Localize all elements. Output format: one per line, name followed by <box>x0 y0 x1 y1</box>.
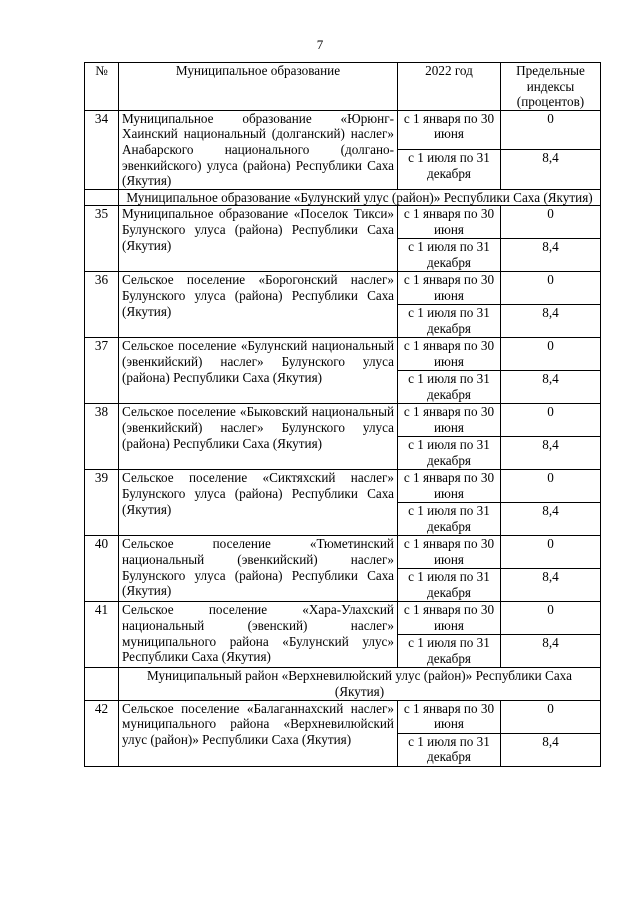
table-row <box>85 338 601 371</box>
row-number: 36 <box>85 272 119 338</box>
index-first-half: 0 <box>501 338 601 371</box>
table-row <box>85 404 601 437</box>
row-number: 39 <box>85 470 119 536</box>
index-first-half: 0 <box>501 272 601 305</box>
period-first-half: с 1 января по 30 июня <box>398 470 501 503</box>
period-second-half: с 1 июля по 31 декабря <box>398 635 501 668</box>
period-second-half: с 1 июля по 31 декабря <box>398 305 501 338</box>
index-first-half: 0 <box>501 602 601 635</box>
municipality-name: Сельское поселение «Сиктяхский наслег» Булунского улуса (района) Республики Саха (Якутия) <box>119 470 398 536</box>
table-row <box>85 110 601 149</box>
index-first-half: 0 <box>501 470 601 503</box>
section-row <box>85 668 601 700</box>
municipality-name: Муниципальное образование «Поселок Тикси» Булунского улуса (района) Республики Саха (Якутия) <box>119 206 398 272</box>
row-number: 35 <box>85 206 119 272</box>
period-second-half: с 1 июля по 31 декабря <box>398 437 501 470</box>
header-municipality: Муниципальное образование <box>119 63 398 111</box>
period-second-half: с 1 июля по 31 декабря <box>398 150 501 189</box>
period-first-half: с 1 января по 30 июня <box>398 404 501 437</box>
period-second-half: с 1 июля по 31 декабря <box>398 733 501 766</box>
index-table <box>84 62 601 767</box>
page-number: 7 <box>316 37 324 52</box>
table-row <box>85 536 601 569</box>
municipality-name: Сельское поселение «Тюметинский национальный (эвенкийский) наслег» Булунского улуса (района) Республики Саха (Якутия) <box>119 536 398 602</box>
period-second-half: с 1 июля по 31 декабря <box>398 503 501 536</box>
table-body <box>85 110 601 766</box>
index-first-half: 0 <box>501 110 601 149</box>
row-number: 40 <box>85 536 119 602</box>
municipality-name: Сельское поселение «Борогонский наслег» Булунского улуса (района) Республики Саха (Якутия) <box>119 272 398 338</box>
row-number: 34 <box>85 110 119 189</box>
index-second-half: 8,4 <box>501 150 601 189</box>
section-title: Муниципальный район «Верхневилюйский улус (район)» Республики Саха (Якутия) <box>119 668 601 700</box>
index-second-half: 8,4 <box>501 503 601 536</box>
header-number: № <box>85 63 119 111</box>
section-number-cell <box>85 668 119 700</box>
row-number: 38 <box>85 404 119 470</box>
section-number-cell <box>85 189 119 206</box>
table-row <box>85 470 601 503</box>
table-row <box>85 206 601 239</box>
municipality-name: Сельское поселение «Булунский национальный (эвенкийский) наслег» Булунского улуса (района) Республики Саха (Якутия) <box>119 338 398 404</box>
header-year: 2022 год <box>398 63 501 111</box>
index-second-half: 8,4 <box>501 569 601 602</box>
table-row <box>85 602 601 635</box>
table-row <box>85 272 601 305</box>
row-number: 37 <box>85 338 119 404</box>
row-number: 42 <box>85 700 119 766</box>
index-second-half: 8,4 <box>501 635 601 668</box>
municipality-name: Муниципальное образование «Юрюнг-Хаинский национальный (долганский) наслег» Анабарского национального (долгано-эвенкийского) улуса (района) Республики Саха (Якутия) <box>119 110 398 189</box>
period-second-half: с 1 июля по 31 декабря <box>398 239 501 272</box>
period-first-half: с 1 января по 30 июня <box>398 536 501 569</box>
municipality-name: Сельское поселение «Быковский национальный (эвенкийский) наслег» Булунского улуса (района) Республики Саха (Якутия) <box>119 404 398 470</box>
table-header-row <box>85 63 601 111</box>
index-second-half: 8,4 <box>501 371 601 404</box>
municipality-name: Сельское поселение «Балаганнахский наслег» муниципального района «Верхневилюйский улус (район)» Республики Саха (Якутия) <box>119 700 398 766</box>
section-title: Муниципальное образование «Булунский улус (район)» Республики Саха (Якутия) <box>119 189 601 206</box>
header-index: Предельные индексы (процентов) <box>501 63 601 111</box>
row-number: 41 <box>85 602 119 668</box>
period-second-half: с 1 июля по 31 декабря <box>398 371 501 404</box>
municipality-name: Сельское поселение «Хара-Улахский национальный (эвенский) наслег» муниципального района «Булунский улус» Республики Саха (Якутия) <box>119 602 398 668</box>
period-second-half: с 1 июля по 31 декабря <box>398 569 501 602</box>
period-first-half: с 1 января по 30 июня <box>398 700 501 733</box>
index-first-half: 0 <box>501 404 601 437</box>
section-row <box>85 189 601 206</box>
period-first-half: с 1 января по 30 июня <box>398 206 501 239</box>
index-second-half: 8,4 <box>501 305 601 338</box>
index-first-half: 0 <box>501 206 601 239</box>
table-row <box>85 700 601 733</box>
index-first-half: 0 <box>501 700 601 733</box>
index-first-half: 0 <box>501 536 601 569</box>
index-second-half: 8,4 <box>501 239 601 272</box>
period-first-half: с 1 января по 30 июня <box>398 110 501 149</box>
index-second-half: 8,4 <box>501 733 601 766</box>
index-second-half: 8,4 <box>501 437 601 470</box>
period-first-half: с 1 января по 30 июня <box>398 272 501 305</box>
period-first-half: с 1 января по 30 июня <box>398 338 501 371</box>
period-first-half: с 1 января по 30 июня <box>398 602 501 635</box>
